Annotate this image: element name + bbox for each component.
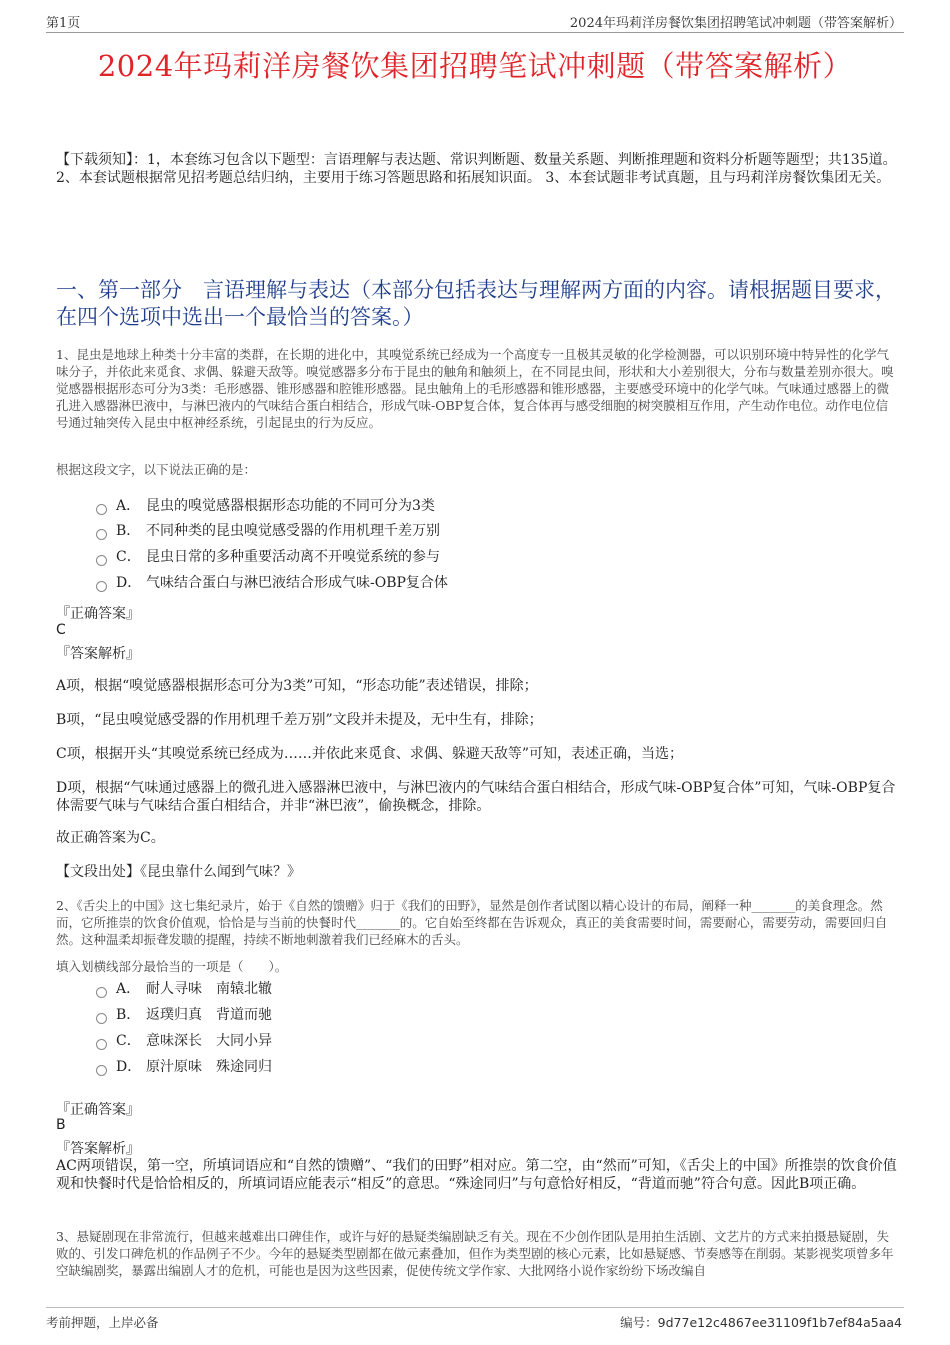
option-text: 不同种类的昆虫嗅觉感受器的作用机理千差万别: [146, 523, 440, 539]
q1-analysis-d: D项，根据“气味通过感器上的微孔进入感器淋巴液中，与淋巴液内的气味结合蛋白相结合，形成气味-OBP复合体”可知，气味-OBP复合体需要气味与气味结合蛋白相结合，并非“淋巴液”，偷换概念，排除。: [56, 780, 896, 814]
q2-analysis: AC两项错误，第一空，所填词语应和“自然的馈赠”、“我们的田野”相对应。第二空，由“然而”可知，《舌尖上的中国》所推崇的饮食价值观和快餐时代是恰恰相反的，所填词语应能表示“相反”的意思。“殊途同归”与句意恰好相反，“背道而驰”符合句意。因此B项正确。: [56, 1158, 897, 1192]
option-text: 返璞归真 背道而驰: [146, 1007, 272, 1023]
question-2-stem: 2、《舌尖上的中国》这七集纪录片，始于《自然的馈赠》归于《我们的田野》，显然是创作者试图以精心设计的布局，阐释一种_______的美食理念。然而，它所推崇的饮食价值观，恰恰是与当前的快餐时代_______的。它自始至终都在告诉观众，真正的美食需要时间，需要耐心，需要劳动，需要回归自然。这种温柔却振聋发聩的提醒，持续不断地刺激着我们已经麻木的舌头。: [56, 898, 888, 947]
q1-analysis-c: C项，根据开头“其嗅觉系统已经成为……并依此来觅食、求偶、躲避天敌等”可知，表述正确，当选；: [56, 746, 684, 762]
q1-option-b[interactable]: [96, 522, 440, 540]
option-letter: D．: [116, 575, 142, 591]
radio-icon[interactable]: [96, 504, 107, 515]
q1-option-c[interactable]: [96, 548, 440, 566]
option-letter: C．: [116, 549, 141, 565]
radio-icon[interactable]: [96, 1065, 107, 1076]
option-letter: B．: [116, 1007, 141, 1023]
radio-icon[interactable]: [96, 581, 107, 592]
section-heading: 一、第一部分 言语理解与表达（本部分包括表达与理解两方面的内容。请根据题目要求，在四个选项中选出一个最恰当的答案。）: [56, 278, 896, 329]
q2-answer-label: 『正确答案』: [56, 1102, 140, 1118]
option-letter: B．: [116, 523, 141, 539]
page-number: 第1页: [46, 16, 81, 31]
option-text: 耐人寻味 南辕北辙: [146, 981, 272, 997]
q2-option-b[interactable]: [96, 1006, 272, 1024]
option-text: 昆虫日常的多种重要活动离不开嗅觉系统的参与: [146, 549, 440, 565]
q1-source: 【文段出处】《昆虫靠什么闻到气味？》: [56, 864, 301, 880]
footer-slogan: 考前押题，上岸必备: [46, 1315, 159, 1330]
download-notice: 【下载须知】：1，本套练习包含以下题型：言语理解与表达题、常识判断题、数量关系题、判断推理题和资料分析题等题型；共135道。 2、本套试题根据常见招考题总结归纳，主要用于练习答题思路和拓展知识面。 3、本套试题非考试真题，且与玛莉洋房餐饮集团无关。: [56, 152, 897, 186]
q2-analysis-label: 『答案解析』: [56, 1141, 140, 1157]
question-1-prompt: 根据这段文字，以下说法正确的是：: [56, 462, 257, 477]
header-divider: [46, 32, 904, 33]
radio-icon[interactable]: [96, 1039, 107, 1050]
question-1-stem: 1、昆虫是地球上种类十分丰富的类群，在长期的进化中，其嗅觉系统已经成为一个高度专一且极其灵敏的化学检测器，可以识别环境中特异性的化学气味分子，并依此来觅食、求偶、躲避天敌等。嗅觉感器多分布于昆虫的触角和触须上，在不同昆虫间，形状和大小差别很大，分布与数量差别亦很大。嗅觉感器根据形态可分为3类：毛形感器、锥形感器和腔锥形感器。昆虫触角上的毛形感器和锥形感器，主要感受环境中的化学气味。气味通过感器上的微孔进入感器淋巴液中，与淋巴液内的气味结合蛋白相结合，形成气味-OBP复合体，复合体再与感受细胞的树突膜相互作用，产生动作电位。动作电位信号通过轴突传入昆虫中枢神经系统，引起昆虫的行为反应。: [56, 347, 894, 430]
radio-icon[interactable]: [96, 1013, 107, 1024]
q1-analysis-conclusion: 故正确答案为C。: [56, 830, 165, 846]
q1-analysis-label: 『答案解析』: [56, 646, 140, 662]
radio-icon[interactable]: [96, 987, 107, 998]
option-text: 意味深长 大同小异: [146, 1033, 272, 1049]
question-3-stem: 3、悬疑剧现在非常流行，但越来越难出口碑佳作，或许与好的悬疑类编剧缺乏有关。现在不少创作团队是用拍生活剧、文艺片的方式来拍摄悬疑剧，失败的、引发口碑危机的作品例子不少。今年的悬疑类型剧都在做元素叠加，但作为类型剧的核心元素，比如悬疑感、节奏感等在削弱。某影视奖项曾多年空缺编剧奖，暴露出编剧人才的危机，可能也是因为这些因素，促使传统文学作家、大批网络小说作家纷纷下场改编自: [56, 1229, 894, 1278]
document-code: [620, 1313, 902, 1331]
q2-option-d[interactable]: [96, 1058, 272, 1076]
option-text: 气味结合蛋白与淋巴液结合形成气味-OBP复合体: [146, 575, 448, 591]
footer-divider: [46, 1307, 904, 1308]
option-letter: C．: [116, 1033, 141, 1049]
q1-answer: C: [56, 622, 66, 638]
code-value: 9d77e12c4867ee31109f1b7ef84a5aa4: [657, 1315, 902, 1330]
q2-option-c[interactable]: [96, 1032, 272, 1050]
option-text: 昆虫的嗅觉感器根据形态功能的不同可分为3类: [146, 498, 435, 514]
option-text: 原汁原味 殊途同归: [146, 1059, 272, 1075]
radio-icon[interactable]: [96, 555, 107, 566]
question-2-prompt: 填入划横线部分最恰当的一项是（ ）。: [56, 959, 288, 974]
q1-option-d[interactable]: [96, 574, 448, 592]
q1-answer-label: 『正确答案』: [56, 606, 140, 622]
q1-analysis-b: B项，“昆虫嗅觉感受器的作用机理千差万别”文段并未提及，无中生有，排除；: [56, 712, 543, 728]
running-title: 2024年玛莉洋房餐饮集团招聘笔试冲刺题（带答案解析）: [569, 16, 902, 31]
document-title: 2024年玛莉洋房餐饮集团招聘笔试冲刺题（带答案解析）: [97, 49, 853, 83]
option-letter: D．: [116, 1059, 142, 1075]
code-label: 编号：: [620, 1315, 658, 1330]
q1-option-a[interactable]: [96, 497, 435, 515]
option-letter: A．: [116, 498, 141, 514]
radio-icon[interactable]: [96, 529, 107, 540]
option-letter: A．: [116, 981, 141, 997]
q2-answer: B: [56, 1117, 66, 1133]
q2-option-a[interactable]: [96, 980, 272, 998]
q1-analysis-a: A项，根据“嗅觉感器根据形态可分为3类”可知，“形态功能”表述错误，排除；: [56, 678, 538, 694]
